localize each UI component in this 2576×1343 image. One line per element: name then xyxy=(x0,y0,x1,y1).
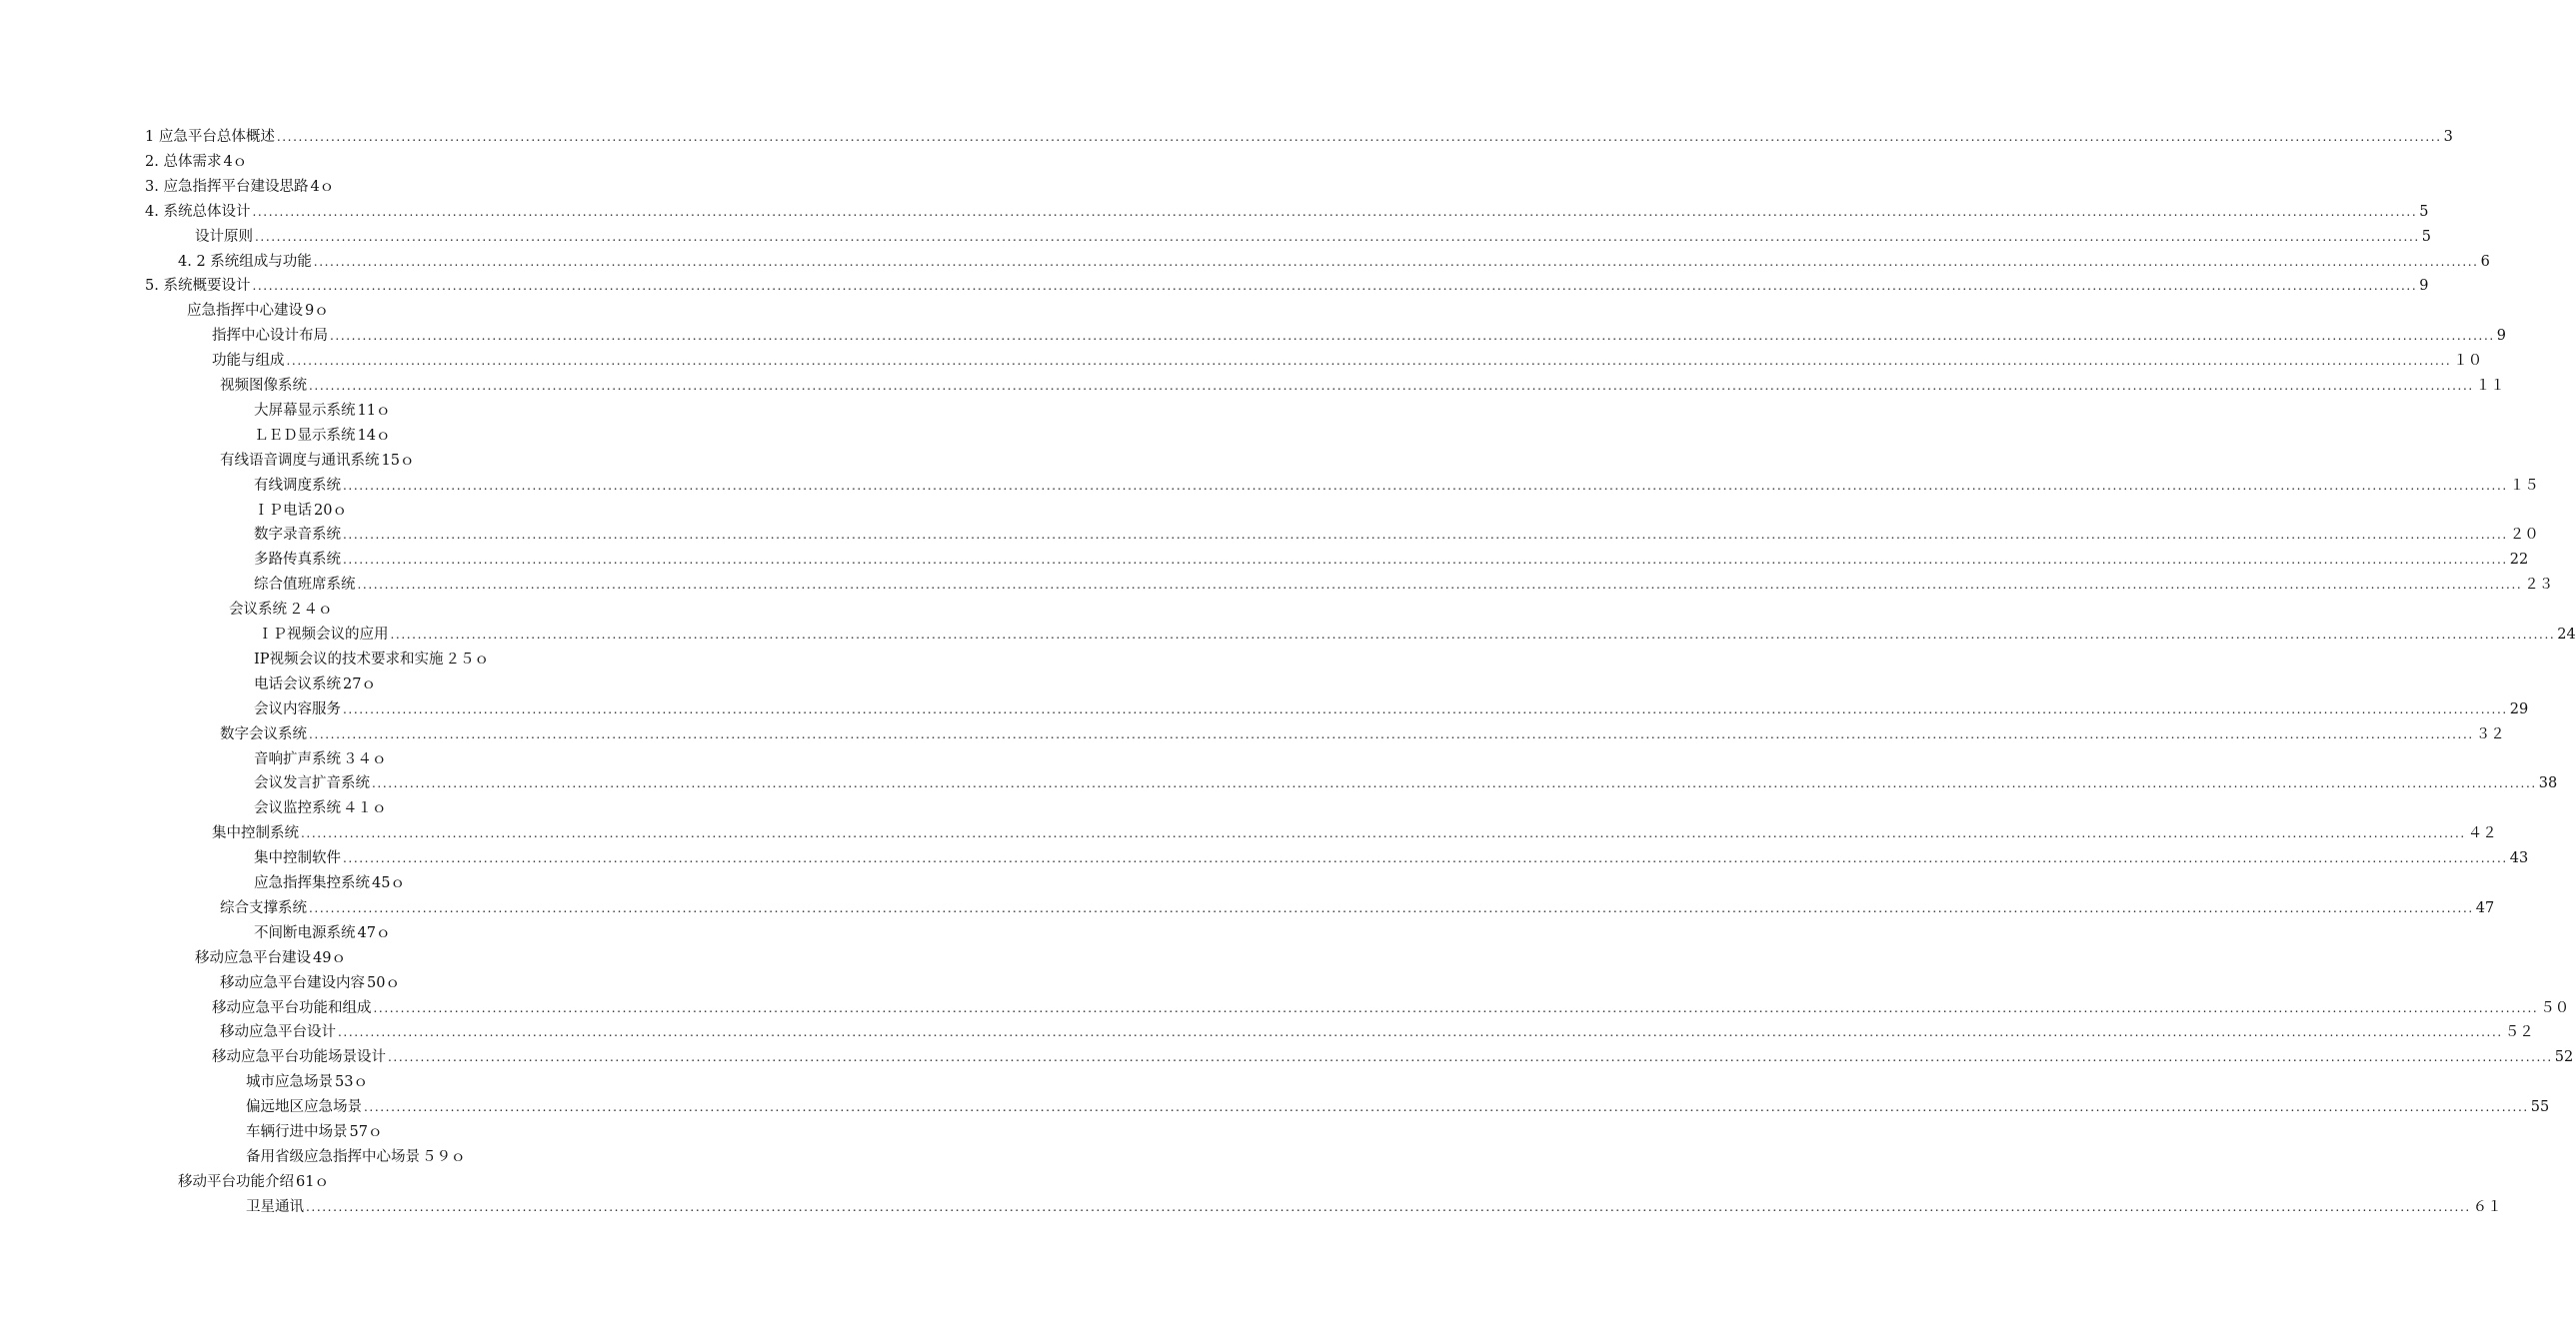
toc-entry-page-number: 53ｏ xyxy=(335,1074,368,1091)
toc-entry[interactable] xyxy=(254,548,2529,572)
toc-leader-dots: ................................................................................................................................................................................................................................................................................................................................................................................................................ xyxy=(309,379,2474,393)
toc-entry-title: 会议系统 xyxy=(229,602,287,619)
toc-entry[interactable] xyxy=(258,623,2576,647)
toc-entry-title: 4. 2 系统组成与功能 xyxy=(178,253,312,270)
toc-entry-title: 设计原则 xyxy=(195,228,253,245)
toc-entry-page-number: 9ｏ xyxy=(305,303,329,320)
toc-entry[interactable] xyxy=(145,150,247,174)
toc-entry-page-number: ６１ xyxy=(2472,1198,2502,1215)
toc-entry-title: 移动应急平台功能和组成 xyxy=(212,999,372,1016)
toc-leader-dots: ................................................................................................................................................................................................................................................................................................................................................................................................................ xyxy=(276,130,2442,144)
toc-entry[interactable] xyxy=(254,399,390,423)
toc-entry[interactable] xyxy=(145,200,2429,224)
toc-entry-page-number: 9 xyxy=(2419,278,2429,295)
toc-entry-title: 大屏幕显示系统 xyxy=(254,402,356,419)
toc-entry-page-number: 4ｏ xyxy=(310,178,335,195)
toc-entry[interactable] xyxy=(254,523,2539,547)
toc-entry[interactable] xyxy=(254,672,376,696)
toc-leader-dots: ................................................................................................................................................................................................................................................................................................................................................................................................................ xyxy=(343,528,2508,543)
toc-entry-title: 移动应急平台建设内容 xyxy=(220,974,365,991)
toc-entry-title: ＬＥＤ显示系统 xyxy=(254,427,356,444)
toc-entry-page-number: 61ｏ xyxy=(296,1173,329,1190)
toc-leader-dots: ................................................................................................................................................................................................................................................................................................................................................................................................................ xyxy=(364,1100,2529,1115)
toc-entry-title: 不间断电源系统 xyxy=(254,924,356,941)
toc-entry[interactable] xyxy=(254,796,387,820)
toc-entry[interactable] xyxy=(220,1020,2534,1044)
toc-leader-dots: ................................................................................................................................................................................................................................................................................................................................................................................................................ xyxy=(343,701,2508,716)
toc-entry[interactable] xyxy=(254,697,2529,721)
toc-entry[interactable] xyxy=(229,598,333,622)
toc-entry-page-number: １５ xyxy=(2509,477,2539,494)
toc-entry-title: 4. 系统总体设计 xyxy=(145,203,251,220)
toc-entry-page-number: 47 xyxy=(2475,899,2495,916)
toc-entry-page-number: 4ｏ xyxy=(223,153,248,170)
toc-entry-title: 3. 应急指挥平台建设思路 xyxy=(145,178,309,195)
toc-entry-title: 城市应急场景 xyxy=(246,1074,333,1091)
toc-entry[interactable] xyxy=(254,499,347,523)
toc-entry-title: 集中控制系统 xyxy=(212,825,299,842)
toc-entry-page-number: ３４ｏ xyxy=(343,750,387,767)
toc-entry-page-number: ５９ｏ xyxy=(422,1148,466,1165)
toc-leader-dots: ................................................................................................................................................................................................................................................................................................................................................................................................................ xyxy=(343,851,2508,866)
toc-entry-page-number: 38 xyxy=(2538,775,2558,792)
toc-entry-title: 视频图像系统 xyxy=(220,378,307,394)
toc-entry-page-number: １０ xyxy=(2453,353,2483,370)
toc-entry-title: 功能与组成 xyxy=(212,353,285,370)
toc-entry[interactable] xyxy=(246,1070,368,1094)
toc-entry-page-number: ３２ xyxy=(2475,725,2505,742)
toc-entry-title: 车辆行进中场景 xyxy=(246,1124,348,1140)
toc-entry-title: 多路传真系统 xyxy=(254,552,341,569)
toc-entry-title: IP视频会议的技术要求和实施 xyxy=(254,651,444,668)
toc-entry[interactable] xyxy=(178,1170,329,1194)
toc-entry-title: 会议发言扩音系统 xyxy=(254,775,370,792)
toc-entry[interactable] xyxy=(254,424,390,448)
toc-leader-dots: ................................................................................................................................................................................................................................................................................................................................................................................................................ xyxy=(313,254,2479,269)
toc-entry-page-number: 15ｏ xyxy=(381,452,415,469)
toc-entry[interactable] xyxy=(254,474,2539,498)
toc-entry-page-number: 29 xyxy=(2509,700,2529,717)
toc-entry-page-number: ２５ｏ xyxy=(445,651,489,668)
toc-entry-title: 应急指挥集控系统 xyxy=(254,875,370,891)
toc-entry-title: ＩＰ电话 xyxy=(254,502,312,519)
toc-entry-title: 综合支撑系统 xyxy=(220,899,307,916)
toc-leader-dots: ................................................................................................................................................................................................................................................................................................................................................................................................................ xyxy=(330,329,2495,344)
toc-leader-dots: ................................................................................................................................................................................................................................................................................................................................................................................................................ xyxy=(388,1050,2553,1065)
toc-leader-dots: ................................................................................................................................................................................................................................................................................................................................................................................................................ xyxy=(372,776,2537,791)
toc-entry[interactable] xyxy=(178,250,2490,274)
toc-entry[interactable] xyxy=(220,449,414,473)
toc-entry-page-number: 43 xyxy=(2509,850,2529,867)
toc-entry[interactable] xyxy=(220,374,2505,398)
toc-entry[interactable] xyxy=(254,573,2554,597)
toc-entry-page-number: 3 xyxy=(2443,129,2453,145)
toc-leader-dots: ................................................................................................................................................................................................................................................................................................................................................................................................................ xyxy=(343,478,2508,493)
toc-entry[interactable] xyxy=(246,1095,2550,1119)
toc-entry-page-number: ４２ xyxy=(2467,825,2497,842)
toc-entry-title: 2. 总体需求 xyxy=(145,153,222,170)
toc-entry-page-number: 45ｏ xyxy=(372,875,405,891)
toc-entry-page-number: 57ｏ xyxy=(349,1124,383,1140)
toc-entry[interactable] xyxy=(212,1045,2574,1069)
toc-entry-title: 有线语音调度与通讯系统 xyxy=(220,452,380,469)
toc-entry[interactable] xyxy=(212,996,2570,1020)
toc-entry-title: 卫星通讯 xyxy=(246,1198,304,1215)
toc-entry-title: 数字录音系统 xyxy=(254,527,341,544)
toc-leader-dots: ................................................................................................................................................................................................................................................................................................................................................................................................................ xyxy=(306,1199,2471,1214)
toc-entry[interactable] xyxy=(254,871,405,895)
toc-entry-title: 移动应急平台设计 xyxy=(220,1024,336,1041)
toc-entry-title: 移动应急平台建设 xyxy=(195,949,311,966)
toc-entry-title: 应急指挥中心建设 xyxy=(187,303,303,320)
toc-entry-page-number: 27ｏ xyxy=(343,675,376,692)
toc-entry-page-number: 5 xyxy=(2419,203,2429,220)
toc-entry[interactable] xyxy=(212,821,2497,845)
toc-entry[interactable] xyxy=(145,175,334,199)
toc-entry[interactable] xyxy=(246,1145,466,1169)
toc-entry-page-number: 52 xyxy=(2554,1049,2574,1066)
toc-entry[interactable] xyxy=(254,648,489,672)
toc-entry-title: 备用省级应急指挥中心场景 xyxy=(246,1148,420,1165)
toc-leader-dots: ................................................................................................................................................................................................................................................................................................................................................................................................................ xyxy=(286,354,2452,369)
toc-entry-page-number: 20ｏ xyxy=(314,502,347,519)
toc-entry-page-number: 24 xyxy=(2557,627,2576,643)
toc-entry[interactable] xyxy=(187,299,329,323)
toc-entry-page-number: ５２ xyxy=(2504,1024,2534,1041)
toc-entry-title: 1 应急平台总体概述 xyxy=(145,129,275,145)
toc-entry[interactable] xyxy=(220,896,2495,920)
toc-entry-page-number: 5 xyxy=(2421,228,2432,245)
toc-entry[interactable] xyxy=(145,125,2453,149)
toc-leader-dots: ................................................................................................................................................................................................................................................................................................................................................................................................................ xyxy=(252,279,2418,294)
toc-entry[interactable] xyxy=(246,1120,382,1144)
toc-entry-title: 电话会议系统 xyxy=(254,675,341,692)
toc-leader-dots: ................................................................................................................................................................................................................................................................................................................................................................................................................ xyxy=(309,900,2474,915)
toc-entry-title: 数字会议系统 xyxy=(220,725,307,742)
toc-entry[interactable] xyxy=(220,722,2505,746)
toc-leader-dots: ................................................................................................................................................................................................................................................................................................................................................................................................................ xyxy=(338,1025,2503,1040)
toc-leader-dots: ................................................................................................................................................................................................................................................................................................................................................................................................................ xyxy=(357,578,2523,593)
toc-entry[interactable] xyxy=(254,921,390,945)
toc-entry[interactable] xyxy=(254,846,2529,870)
toc-entry-page-number: ２４ｏ xyxy=(289,602,333,619)
toc-entry-title: 综合值班席系统 xyxy=(254,577,356,594)
toc-leader-dots: ................................................................................................................................................................................................................................................................................................................................................................................................................ xyxy=(343,553,2508,568)
toc-entry-page-number: ５０ xyxy=(2540,999,2570,1016)
toc-entry-title: 音响扩声系统 xyxy=(254,750,341,767)
toc-entry-page-number: ２３ xyxy=(2524,577,2554,594)
toc-entry-page-number: 6 xyxy=(2480,253,2490,270)
toc-entry-page-number: 22 xyxy=(2509,552,2529,569)
toc-entry-title: 5. 系统概要设计 xyxy=(145,278,251,295)
toc-entry[interactable] xyxy=(246,1195,2502,1219)
toc-entry-page-number: 55 xyxy=(2530,1099,2550,1116)
toc-entry-title: 有线调度系统 xyxy=(254,477,341,494)
toc-entry-title: 会议内容服务 xyxy=(254,700,341,717)
toc-leader-dots: ................................................................................................................................................................................................................................................................................................................................................................................................................ xyxy=(390,628,2556,642)
toc-leader-dots: ................................................................................................................................................................................................................................................................................................................................................................................................................ xyxy=(301,826,2466,841)
toc-entry-title: ＩＰ视频会议的应用 xyxy=(258,627,389,643)
toc-entry-title: 移动应急平台功能场景设计 xyxy=(212,1049,386,1066)
toc-entry-page-number: 9 xyxy=(2496,328,2507,345)
toc-entry-page-number: ４１ｏ xyxy=(343,800,387,817)
toc-leader-dots: ................................................................................................................................................................................................................................................................................................................................................................................................................ xyxy=(309,726,2474,741)
toc-entry-page-number: 50ｏ xyxy=(367,974,400,991)
toc-entry[interactable] xyxy=(254,747,387,771)
toc-entry[interactable] xyxy=(212,324,2507,348)
toc-entry[interactable] xyxy=(220,971,400,995)
toc-entry-page-number: 49ｏ xyxy=(313,949,346,966)
toc-entry[interactable] xyxy=(195,946,346,970)
toc-entry-page-number: 14ｏ xyxy=(357,427,391,444)
toc-entry[interactable] xyxy=(145,274,2429,298)
toc-entry[interactable] xyxy=(254,771,2558,795)
toc-entry-page-number: ２０ xyxy=(2509,527,2539,544)
toc-entry-page-number: 47ｏ xyxy=(357,924,391,941)
toc-leader-dots: ................................................................................................................................................................................................................................................................................................................................................................................................................ xyxy=(252,204,2418,219)
toc-entry[interactable] xyxy=(212,349,2483,373)
toc-entry-title: 集中控制软件 xyxy=(254,850,341,867)
toc-entry-page-number: １１ xyxy=(2475,378,2505,394)
toc-entry-title: 会议监控系统 xyxy=(254,800,341,817)
toc-entry-title: 指挥中心设计布局 xyxy=(212,328,328,345)
toc-entry-page-number: 11ｏ xyxy=(357,402,391,419)
toc-entry[interactable] xyxy=(195,225,2432,249)
toc-entry-title: 移动平台功能介绍 xyxy=(178,1173,294,1190)
toc-entry-title: 偏远地区应急场景 xyxy=(246,1099,362,1116)
toc-leader-dots: ................................................................................................................................................................................................................................................................................................................................................................................................................ xyxy=(373,1000,2539,1015)
toc-leader-dots: ................................................................................................................................................................................................................................................................................................................................................................................................................ xyxy=(255,229,2420,244)
